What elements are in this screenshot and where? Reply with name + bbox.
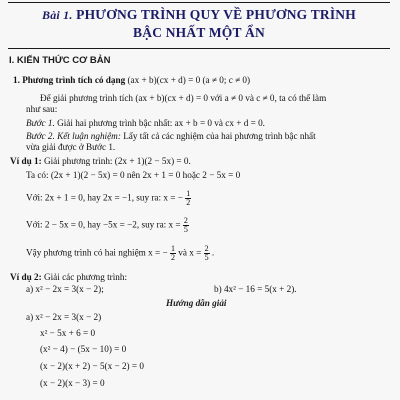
- example2-part-a: a) x² − 2x = 3(x − 2);: [26, 284, 104, 294]
- step1: Bước 1. Giải hai phương trình bậc nhất: ax + b = 0 và cx + d = 0.: [26, 118, 265, 128]
- example1-heading: Ví dụ 1: Giải phương trình: (2x + 1)(2 − 5x) = 0.: [10, 156, 191, 166]
- step2-cont: vừa giải được ở Bước 1.: [26, 142, 116, 152]
- example1-line-c: Với: 2 − 5x = 0, hay −5x = −2, suy ra: x = $\frac{2}{5}$: [26, 216, 188, 234]
- fraction: $\frac{2}{5}$: [183, 216, 188, 234]
- item1-intro-cont: như sau:: [26, 104, 58, 114]
- example1-conclusion: Vậy phương trình có hai nghiệm x = − $\frac{1}{2}$ và x = $\frac{2}{5}$ .: [26, 244, 215, 262]
- item1-intro: Để giải phương trình tích (ax + b)(cx + d) = 0 với a ≠ 0 và c ≠ 0, ta có thể làm: [40, 93, 327, 103]
- fraction: $\frac{1}{2}$: [170, 244, 175, 262]
- fraction: $\frac{1}{2}$: [186, 189, 191, 207]
- title-line-2: BẬC NHẤT MỘT ẨN: [133, 25, 265, 40]
- item1-heading: 1. Phương trình tích có dạng (ax + b)(cx + d) = 0 (a ≠ 0; c ≠ 0): [13, 75, 251, 85]
- solution-line-2: x² − 5x + 6 = 0: [40, 328, 96, 338]
- step2: Bước 2. Kết luận nghiệm: Lấy tất cả các nghiệm của hai phương trình bậc nhất: [26, 131, 316, 141]
- lesson-label: Bài 1.: [42, 8, 73, 22]
- solution-line-1: a) x² − 2x = 3(x − 2): [26, 312, 102, 322]
- solution-line-5: (x − 2)(x − 3) = 0: [40, 378, 105, 388]
- lesson-title-box: [8, 2, 390, 49]
- title-line-1: [8, 7, 390, 23]
- solution-line-3: (x² − 4) − (5x − 10) = 0: [40, 344, 127, 354]
- guide-heading: Hướng dẫn giải: [166, 298, 227, 308]
- fraction: $\frac{2}{5}$: [204, 244, 209, 262]
- example1-line-a: Ta có: (2x + 1)(2 − 5x) = 0 nên 2x + 1 = 0 hoặc 2 − 5x = 0: [26, 170, 241, 180]
- example1-line-b: Với: 2x + 1 = 0, hay 2x = −1, suy ra: x = − $\frac{1}{2}$: [26, 189, 191, 207]
- solution-line-4: (x − 2)(x + 2) − 5(x − 2) = 0: [40, 361, 144, 371]
- section-heading: I. KIẾN THỨC CƠ BẢN: [9, 55, 111, 66]
- title-text-1: PHƯƠNG TRÌNH QUY VỀ PHƯƠNG TRÌNH: [76, 7, 356, 22]
- example2-part-b: b) 4x² − 16 = 5(x + 2).: [214, 284, 297, 294]
- example2-heading: Ví dụ 2: Giải các phương trình:: [10, 272, 128, 282]
